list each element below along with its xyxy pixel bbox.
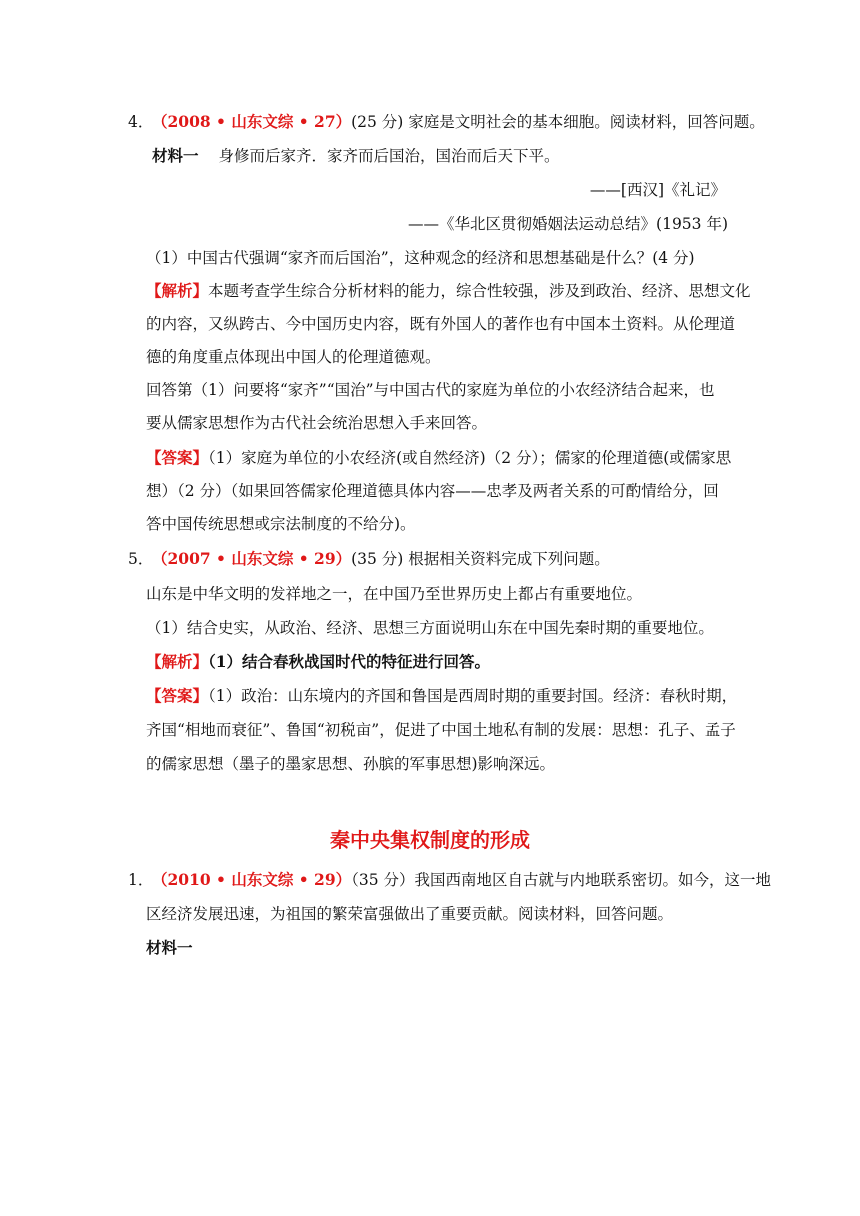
question-number: 5． [128,550,154,568]
material-text: 身修而后家齐．家齐而后国治，国治而后天下平。 [218,147,560,165]
sub-question-1: （1）中国古代强调“家齐而后国治”，这种观念的经济和思想基础是什么？(4 分) [146,249,695,267]
material-label: 材料一 [152,146,199,165]
analysis-line-2: 的内容，又纵跨古、今中国历史内容，既有外国人的著作也有中国本土资料。从伦理道 [146,315,736,333]
section-title: 秦中央集权制度的形成 [330,828,530,852]
question-intro: (25 分) 家庭是文明社会的基本细胞。阅读材料，回答问题。 [351,113,765,131]
analysis-line-3: 德的角度重点体现出中国人的伦理道德观。 [146,348,441,366]
answer-line-3: 答中国传统思想或宗法制度的不给分)。 [146,515,416,533]
answer-label: 【答案】 [146,686,209,705]
answer-line-2: 想）（2 分）（如果回答儒家伦理道德具体内容——忠孝及两者关系的可酌情给分，回 [146,482,719,500]
source-tag: （2008 • 山东文综 • 27） [152,112,352,131]
answer-line-2: 齐国“相地而衰征”、鲁国“初税亩”，促进了中国土地私有制的发展：思想：孔子、孟子 [146,721,736,739]
source-tag: （2007 • 山东文综 • 29） [152,549,352,568]
answer-label: 【答案】 [146,448,209,467]
question-intro-cont: 区经济发展迅速，为祖国的繁荣富强做出了重要贡献。阅读材料，回答问题。 [146,905,674,923]
analysis-label: 【解析】 [146,652,209,671]
question-4-header [152,112,765,132]
sub-question-1: （1）结合史实，从政治、经济、思想三方面说明山东在中国先秦时期的重要地位。 [146,619,714,637]
question-intro: （35 分）我国西南地区自古就与内地联系密切。如今，这一地 [351,871,772,889]
question-number: 1． [128,871,154,889]
analysis-line-4: 回答第（1）问要将“家齐”“国治”与中国古代的家庭为单位的小农经济结合起来，也 [146,381,715,399]
question-intro: (35 分) 根据相关资料完成下列问题。 [351,550,610,568]
source-tag: （2010 • 山东文综 • 29） [152,870,352,889]
citation-huabei: ——《华北区贯彻婚姻法运动总结》(1953 年) [408,215,728,233]
answer-line-1: 【答案】（1）家庭为单位的小农经济(或自然经济)（2 分）；儒家的伦理道德(或儒家思 [146,448,732,467]
citation-liji: ——[西汉]《礼记》 [589,181,726,199]
question-number: 4． [128,113,154,131]
material-label: 材料一 [146,938,193,957]
paragraph: 山东是中华文明的发祥地之一，在中国乃至世界历史上都占有重要地位。 [146,585,643,603]
analysis-label: 【解析】 [146,281,209,300]
question-1-header [152,870,771,890]
question-5-header [152,549,610,569]
material-1 [152,146,560,166]
answer-line-3: 的儒家思想（墨子的墨家思想、孙膑的军事思想)影响深远。 [146,755,556,773]
analysis-line-5: 要从儒家思想作为古代社会统治思想入手来回答。 [146,414,488,432]
answer-line-1: 【答案】（1）政治：山东境内的齐国和鲁国是西周时期的重要封国。经济：春秋时期， [146,686,738,705]
analysis-line-1: 【解析】本题考查学生综合分析材料的能力，综合性较强，涉及到政治、经济、思想文化 [146,281,751,300]
analysis-line-1: 【解析】（1）结合春秋战国时代的特征进行回答。 [146,652,491,671]
